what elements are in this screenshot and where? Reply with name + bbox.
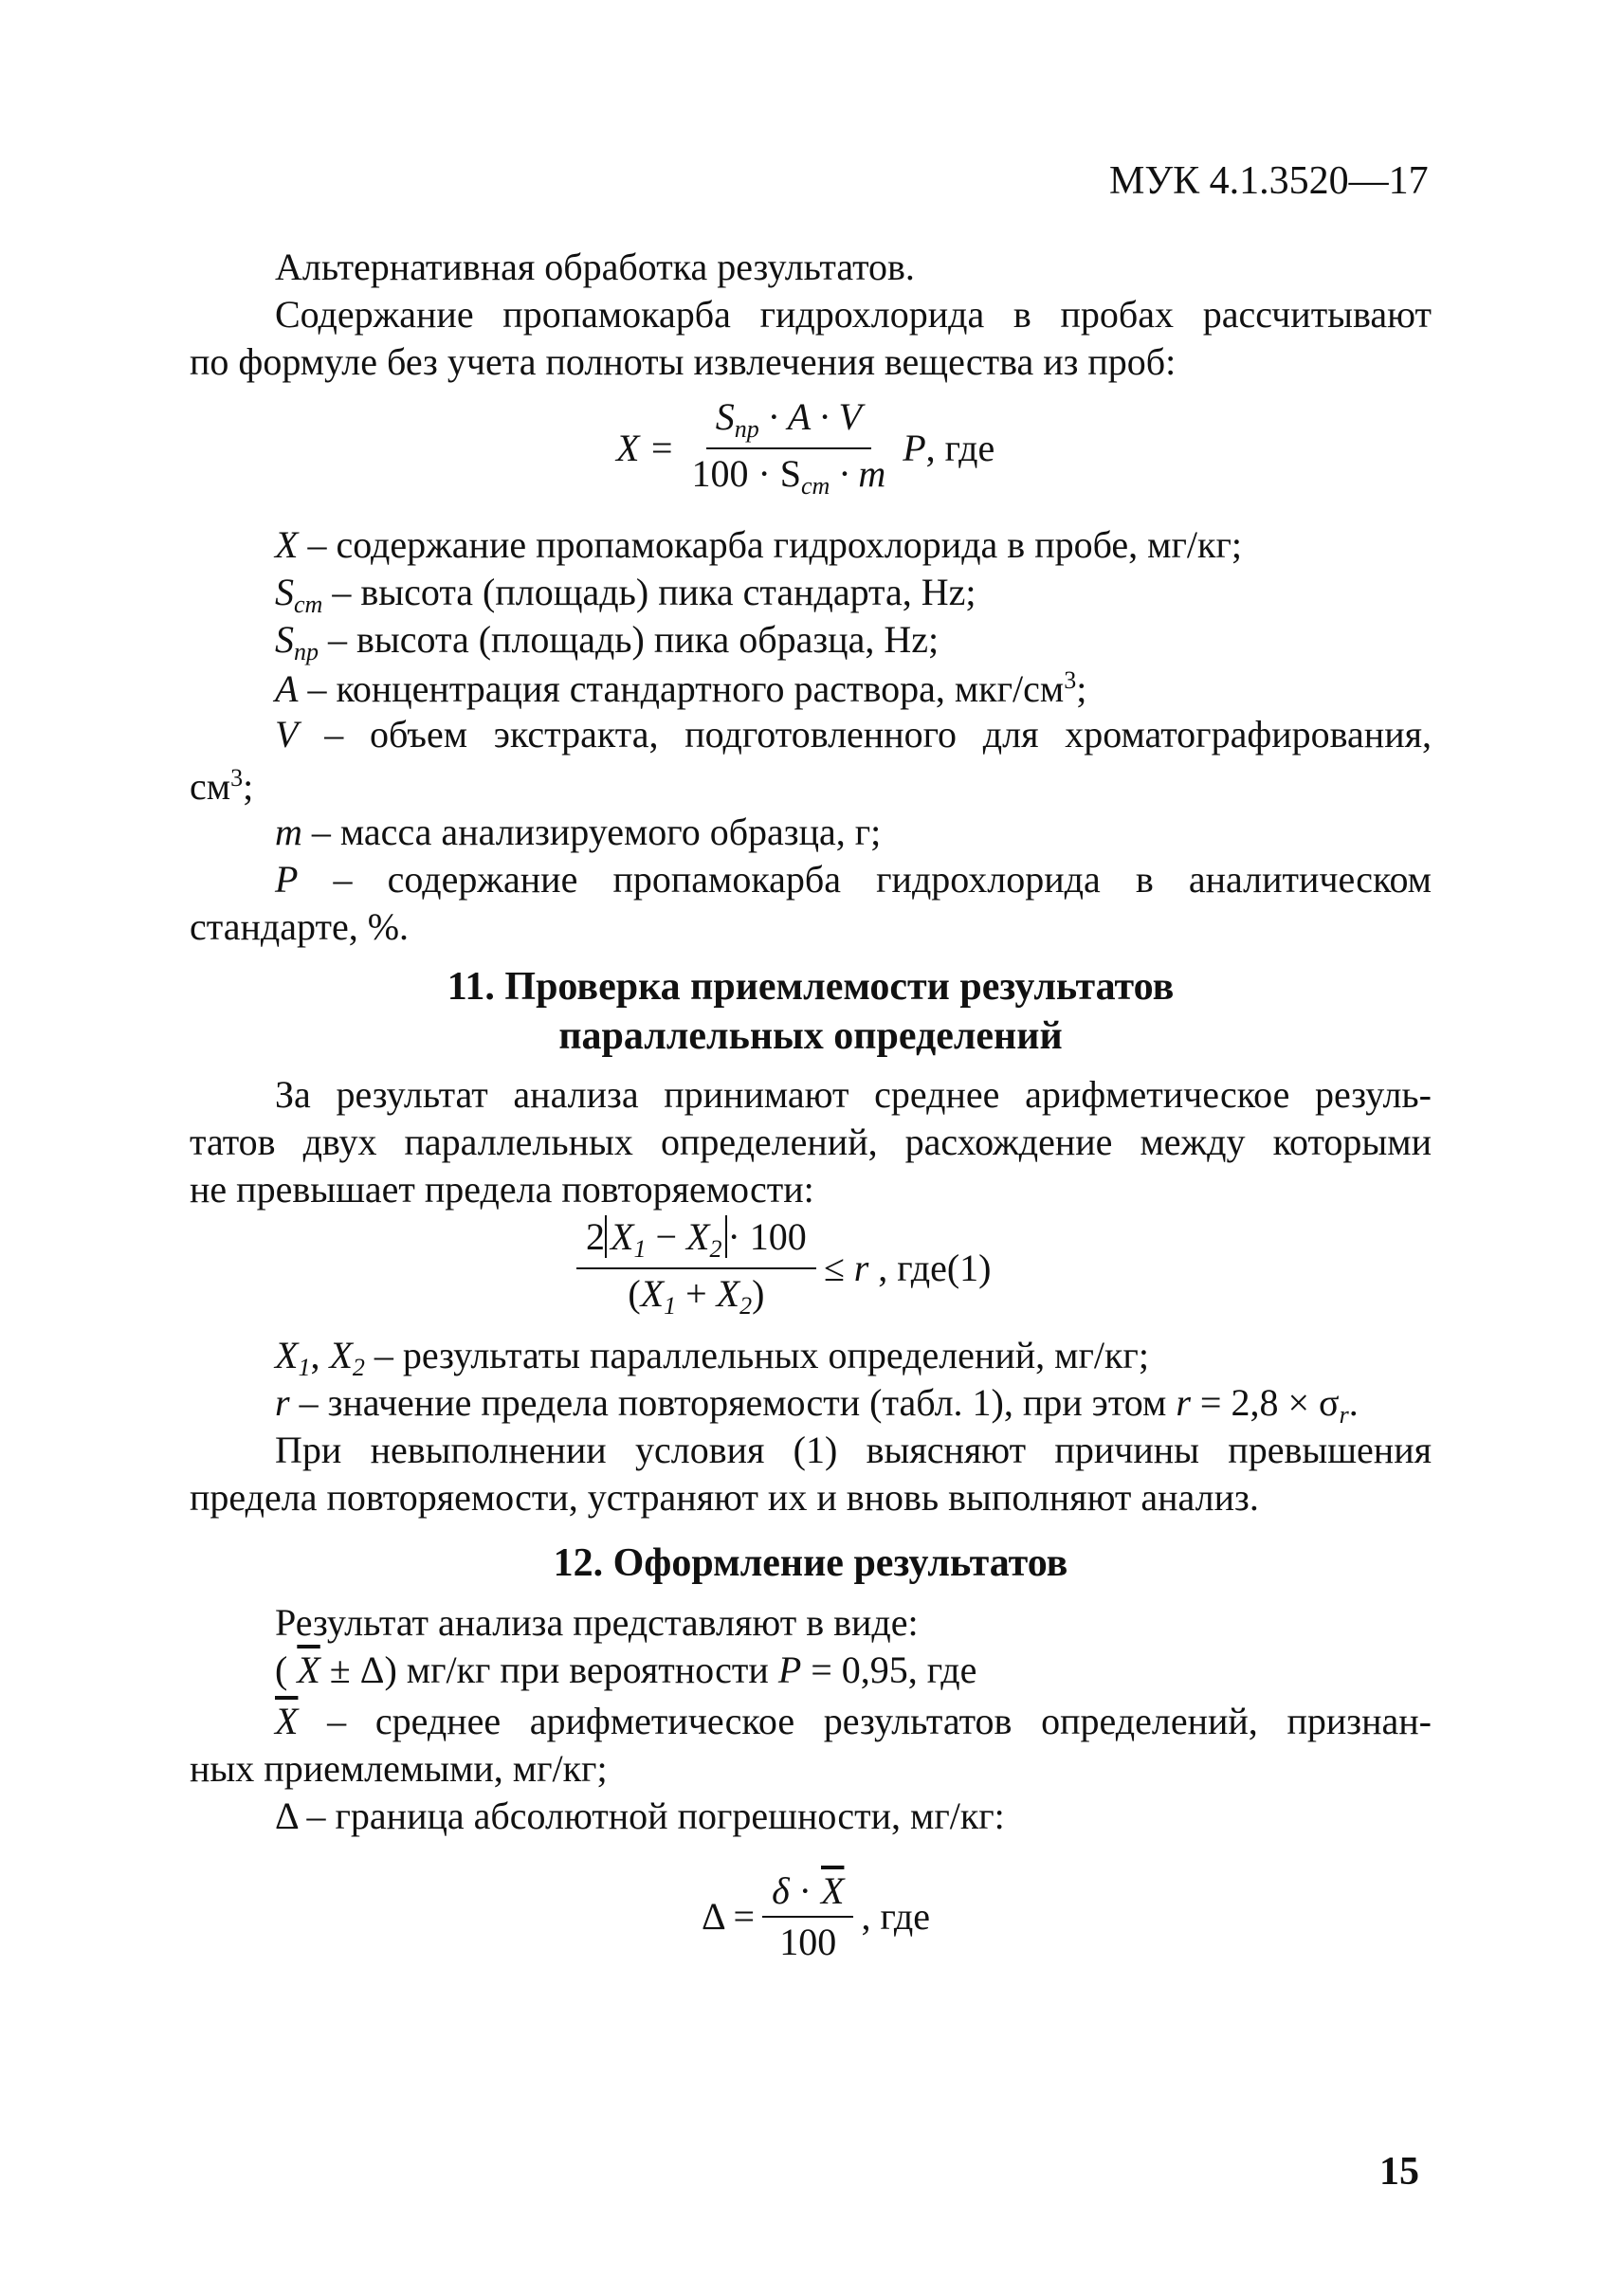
page-number: 15 — [1379, 2150, 1419, 2194]
document-code-header: МУК 4.1.3520—17 — [1109, 159, 1429, 203]
section-11-para-line-2: татов двух параллельных определений, расхождение между которыми — [190, 1120, 1432, 1163]
formula1-numerator: $S_{пр} \cdot A \cdot V$ — [706, 398, 871, 449]
definition-r: r – значение предела повторяемости (табл. 1), при этом $r = 2,8 \times \sigma_r$. — [275, 1381, 1359, 1429]
formula1-fraction — [682, 395, 895, 500]
delta-definition: Δ – граница абсолютной погрешности, мг/кг: — [275, 1794, 1005, 1837]
formula2-rhs: ≤ r — [823, 1247, 869, 1289]
section-11-title-line-1: 11. Проверка приемлемости результатов — [447, 965, 1175, 1009]
formula2-numerator: 2 $X_1 - X_2 \cdot 100$ — [576, 1218, 816, 1269]
definition-m: m – масса анализируемого образца, г; — [275, 811, 882, 853]
definition-s-cm: $S_{cm}$ – высота (площадь) пика стандарта, Hz; — [275, 571, 976, 618]
section-12-line-2: ( $\overline{X} \pm \Delta$) мг/кг при вероятности P = 0,95, где — [275, 1648, 977, 1691]
formula-delta — [702, 1869, 930, 1963]
intro-line-2: по формуле без учета полноты извлечения вещества из проб: — [190, 340, 1177, 383]
definition-v-line-2: $см^3$; — [190, 764, 254, 808]
alt-processing-line: Альтернативная обработка результатов. — [275, 246, 915, 288]
section-12-line-1: Результат анализа представляют в виде: — [275, 1601, 919, 1644]
xbar-definition-line-2: ных приемлемыми, мг/кг; — [190, 1747, 608, 1790]
xbar-definition-line-1: $\overline{X}$ – среднее арифметическое результатов определений, признан- — [275, 1700, 1432, 1742]
section-11-title-line-2: параллельных определений — [558, 1014, 1063, 1058]
formula1-tail: , где — [925, 427, 995, 469]
formula-content-x — [616, 395, 995, 500]
formula2-fraction — [576, 1215, 816, 1320]
section-11-para-line-3: не превышает предела повторяемости: — [190, 1168, 814, 1211]
definition-p-line-1: P – содержание пропамокарба гидрохлорида в аналитическом — [275, 858, 1432, 901]
definition-x: X – содержание пропамокарба гидрохлорида в пробе, мг/кг; — [275, 523, 1242, 566]
formula3-denominator: 100 — [779, 1921, 837, 1963]
definition-s-np: $S_{np}$ – высота (площадь) пика образца, Hz; — [275, 618, 940, 665]
definition-x1-x2: $X_1$, $X_2$ – результаты параллельных определений, мг/кг; — [275, 1334, 1149, 1381]
formula1-denominator: $100 \cdot S_{ст} \cdot m$ — [691, 452, 886, 500]
definition-v-line-1: V – объем экстракта, подготовленного для хроматографирования, — [275, 713, 1432, 756]
failure-line-1: При невыполнении условия (1) выясняют причины превышения — [275, 1429, 1432, 1471]
failure-line-2: предела повторяемости, устраняют их и вновь выполняют анализ. — [190, 1476, 1259, 1519]
formula1-lhs: X = — [616, 427, 675, 469]
formula3-lhs: Δ = — [702, 1895, 756, 1938]
section-12-title: 12. Оформление результатов — [553, 1541, 1068, 1585]
formula2-denominator: $(X_1 + X_2)$ — [628, 1272, 765, 1320]
formula3-tail: , где — [861, 1895, 930, 1938]
formula3-fraction — [762, 1869, 853, 1963]
formula-repeatability — [569, 1215, 992, 1320]
section-11-para-line-1: За результат анализа принимают среднее арифметическое резуль- — [275, 1073, 1432, 1116]
definition-a: A – концентрация стандартного раствора, мкг/$см^3$; — [275, 666, 1087, 710]
formula2-tail: , где(1) — [878, 1247, 992, 1289]
formula1-rhs: P — [903, 427, 926, 469]
definition-p-line-2: стандарте, %. — [190, 905, 410, 948]
formula3-numerator: $\delta \cdot \overline{X}$ — [762, 1872, 853, 1918]
intro-line-1: Содержание пропамокарба гидрохлорида в пробах рассчитывают — [275, 293, 1432, 336]
